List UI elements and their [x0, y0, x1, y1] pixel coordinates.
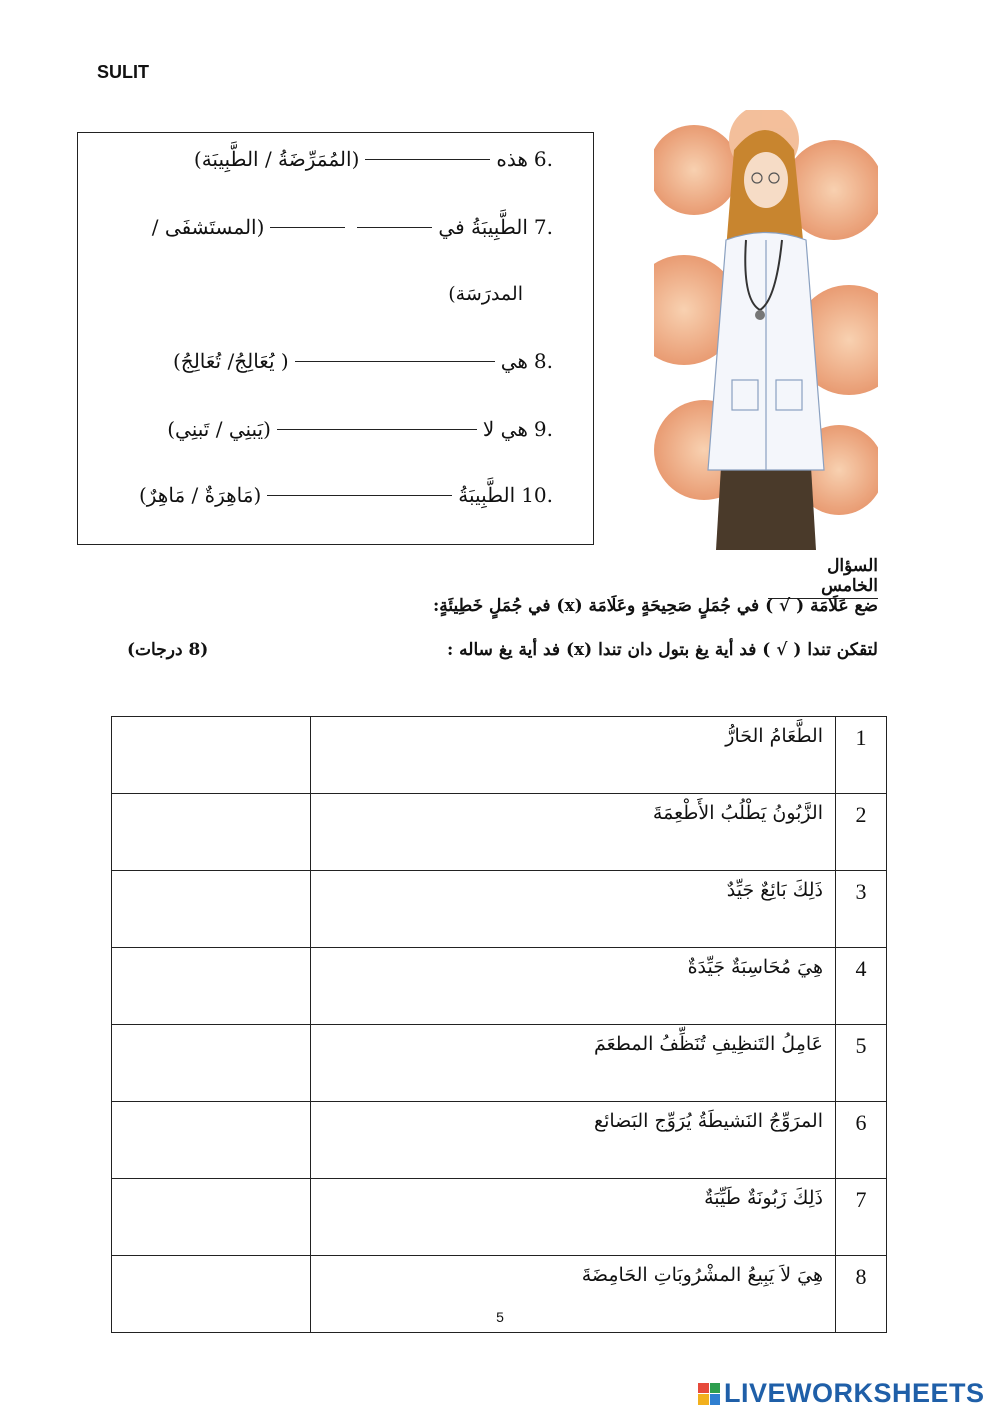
marks-label: (8 درجات) — [127, 640, 209, 660]
sulit-label: SULIT — [97, 62, 149, 82]
answer-blank[interactable] — [270, 226, 345, 228]
item-number: 8. — [533, 349, 553, 373]
table-row — [112, 948, 887, 1025]
fill-in-box — [77, 132, 594, 545]
answer-blank[interactable] — [267, 494, 452, 496]
liveworksheets-logo — [698, 1378, 985, 1409]
answer-blank[interactable] — [365, 158, 490, 160]
answer-blank[interactable] — [295, 360, 495, 362]
fill-item-10 — [139, 483, 553, 507]
sentence-cell: الطَّعَامُ الحَارُّ — [311, 717, 836, 794]
table-row — [112, 717, 887, 794]
item-lead: الطَّبِيبَةُ في — [438, 215, 528, 239]
fill-item-7 — [152, 215, 553, 239]
item-options: (المُمَرِّضَةُ / الطَّبِيبَة) — [193, 147, 360, 171]
table-row — [112, 794, 887, 871]
brand-text: LIVEWORKSHEETS — [724, 1378, 985, 1408]
answer-blank[interactable] — [277, 428, 477, 430]
row-number: 7 — [836, 1179, 887, 1256]
row-number: 1 — [836, 717, 887, 794]
table-row — [112, 1179, 887, 1256]
item-number: 9. — [533, 417, 553, 441]
answer-cell[interactable] — [112, 1102, 311, 1179]
item-options: (مَاهِرَةٌ / مَاهِرٌ) — [138, 483, 262, 507]
item-number: 7. — [533, 215, 553, 239]
item-lead: هي — [500, 349, 528, 373]
sentence-cell: هِيَ لاَ يَبِيعُ المشْرُوبَاتِ الحَامِضَةَ — [311, 1256, 836, 1333]
row-number: 3 — [836, 871, 887, 948]
sentence-cell: المرَوِّجُ النَشيطَةُ يُرَوِّج البَضائع — [311, 1102, 836, 1179]
fill-item-8 — [173, 349, 553, 373]
item-number: 6. — [533, 147, 553, 171]
doctor-illustration — [654, 110, 878, 550]
item-lead: الطَّبِيبَةُ — [458, 483, 516, 507]
sentence-cell: عَامِلُ التَنظِيفِ تُنَظِّفُ المطعَمَ — [311, 1025, 836, 1102]
fill-item-7-continuation — [448, 283, 523, 305]
liveworksheets-mark-icon — [698, 1383, 720, 1405]
instruction-arabic: ضع عَلَامَة ( √ ) في جُمَلٍ صَحِيحَةٍ وعَلَامَة (x) في جُمَلٍ خَطِيئَةٍ: — [433, 596, 878, 616]
table-row — [112, 871, 887, 948]
item-options: (يَبنِي / تَبنِي) — [167, 417, 271, 441]
item-lead: هذه — [496, 147, 528, 171]
fill-item-6 — [194, 147, 553, 171]
row-number: 5 — [836, 1025, 887, 1102]
table-row — [112, 1102, 887, 1179]
instruction-jawi: لتقكن تندا ( √ ) فد أية يغ بتول دان تندا (x) فد أية يغ ساله : — [446, 640, 878, 660]
row-number: 6 — [836, 1102, 887, 1179]
page-number: 5 — [496, 1309, 504, 1325]
answer-cell[interactable] — [112, 871, 311, 948]
answer-cell[interactable] — [112, 1025, 311, 1102]
item-options-continuation: المدرَسَة) — [448, 283, 523, 305]
row-number: 2 — [836, 794, 887, 871]
answer-cell[interactable] — [112, 948, 311, 1025]
row-number: 8 — [836, 1256, 887, 1333]
item-number: 10. — [521, 483, 553, 507]
answer-table — [111, 716, 887, 1333]
item-options: ( يُعَالِجُ/ تُعَالِجُ) — [173, 349, 289, 373]
item-options: (المستَشفَى / — [151, 215, 265, 239]
sentence-cell: هِيَ مُحَاسِبَةٌ جَيِّدَةٌ — [311, 948, 836, 1025]
item-lead: هي لا — [482, 417, 528, 441]
row-number: 4 — [836, 948, 887, 1025]
answer-cell[interactable] — [112, 717, 311, 794]
sentence-cell: الزَّبُونُ يَطْلُبُ الأَطْعِمَةَ — [311, 794, 836, 871]
sentence-cell: ذَلِكَ بَائِعٌ جَيِّدٌ — [311, 871, 836, 948]
sentence-cell: ذَلِكَ زَبُونَةٌ طَيِّبَةٌ — [311, 1179, 836, 1256]
answer-cell[interactable] — [112, 1179, 311, 1256]
question-title: السؤال الخامس — [768, 556, 878, 599]
answer-blank[interactable] — [357, 226, 432, 228]
fill-item-9 — [167, 417, 553, 441]
answer-cell[interactable] — [112, 794, 311, 871]
table-row — [112, 1025, 887, 1102]
